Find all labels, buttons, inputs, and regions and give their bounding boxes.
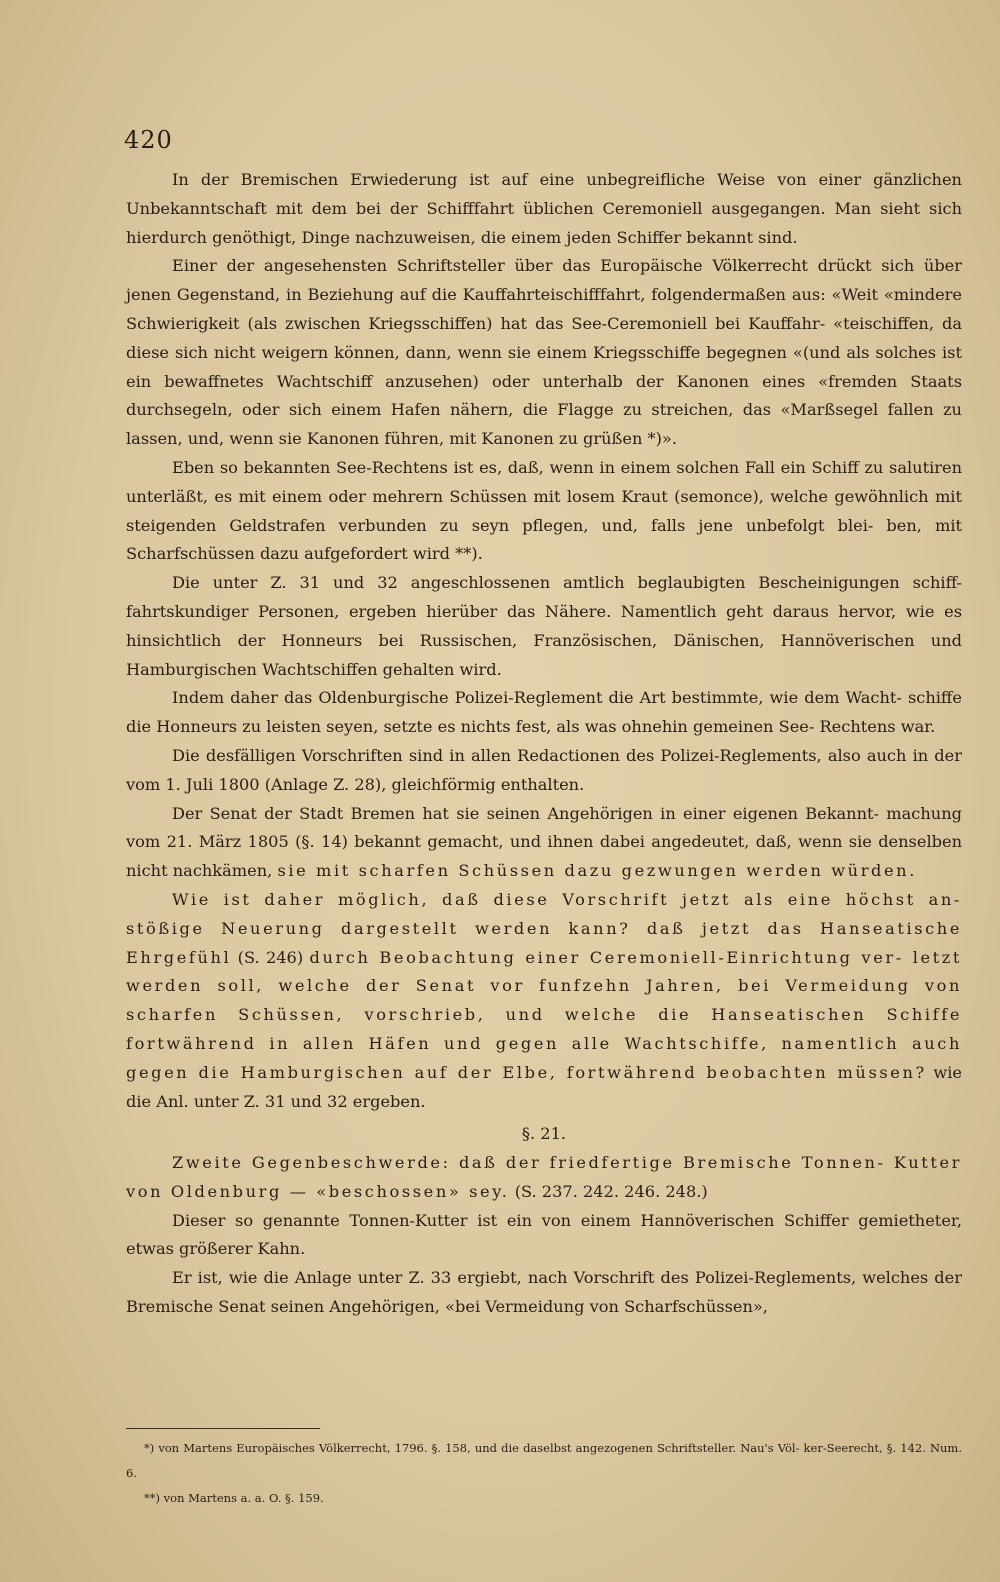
paragraph-1: In der Bremischen Erwiederung ist auf eine unbegreifliche Weise von einer gänzlichen Unbekanntschaft mit dem bei der Schifffahrt üblichen Ceremoniell ausgegangen. Man sieht sich hierdurch genöthigt, Dinge nachzuweisen, die einem jeden Schiffer bekannt sind. xyxy=(126,170,962,247)
section-number: §. 21. xyxy=(521,1124,567,1144)
senat-lead: Der Senat der Stadt Bremen hat sie seinen Angehörigen in einer eigenen Bekannt- machung vom 21. März 1805 (§. 14) bekannt gemacht, und ihnen dabei angedeutet, daß, wenn sie denselben nicht nachkämen, xyxy=(126,803,962,881)
wie-emphasis-2: durch Beobachtung einer Ceremoniell-Einrichtung ver- letzt werden soll, welche der Senat vor funfzehn Jahren, bei Vermeidung von scharfen Schüssen, vorschrieb, und welche die Hanseatischen Schiffe fortwährend in allen Häfen und gegen alle Wachtschiffe, namentlich auch gegen die Hamburgischen auf der Elbe, fortwährend beobachten müssen? xyxy=(126,947,962,1082)
wie-reference: (S. 246) xyxy=(237,947,304,967)
footnotes xyxy=(126,1436,962,1511)
body-text xyxy=(126,166,962,1322)
paragraph-wie xyxy=(126,886,962,1116)
section-paragraph-2: Er ist, wie die Anlage unter Z. 33 ergiebt, nach Vorschrift des Polizei-Reglements, welches der Bremische Senat seinen Angehörigen, «bei Vermeidung von Scharfschüssen», xyxy=(126,1268,962,1317)
footnote-1: *) von Martens Europäisches Völkerrecht, 1796. §. 158, und die daselbst angezogenen Schriftsteller. Nau's Völ- ker-Seerecht, §. 142. Num. 6. xyxy=(126,1441,962,1480)
section-heading xyxy=(126,1149,962,1207)
footnote-divider xyxy=(126,1428,320,1429)
senat-emphasis: sie mit scharfen Schüssen dazu gezwungen werden würden. xyxy=(277,861,917,881)
paragraph-2: Einer der angesehensten Schriftsteller über das Europäische Völkerrecht drückt sich über jenen Gegenstand, in Beziehung auf die Kauffahrteischifffahrt, folgendermaßen aus: «Weit «mindere Schwierigkeit (als zwischen Kriegsschiffen) hat das See-Ceremoniell bei Kauffahr- «teischiffen, da diese sich nicht weigern können, dann, wenn sie einem Kriegsschiffe begegnen «(und als solches ist ein bewaffnetes Wachtschiff anzusehen) oder unterhalb der Kanonen eines «fremden Staats durchsegeln, oder sich einem Hafen nähern, die Flagge zu streichen, das «Marßsegel fallen zu lassen, und, wenn sie Kanonen führen, mit Kanonen zu grüßen *)». xyxy=(126,256,962,449)
paragraph-3: Eben so bekannten See-Rechtens ist es, daß, wenn in einem solchen Fall ein Schiff zu salutiren unterläßt, es mit einem oder mehrern Schüssen mit losem Kraut (semonce), welche gewöhnlich mit steigenden Geldstrafen verbunden zu seyn pflegen, und, falls jene unbefolgt blei- ben, mit Scharfschüssen dazu aufgefordert wird **). xyxy=(126,457,962,564)
paragraph-5: Indem daher das Oldenburgische Polizei-Reglement die Art bestimmte, wie dem Wacht- schiffe die Honneurs zu leisten seyen, setzte es nichts fest, als was ohnehin gemeinen See- Rechtens war. xyxy=(126,688,962,737)
wie-tail: wie die Anl. unter Z. 31 und 32 ergeben. xyxy=(126,1062,962,1111)
section-heading-text: Zweite Gegenbeschwerde: daß der friedfertige Bremische Tonnen- Kutter von Oldenburg — «beschossen» sey. xyxy=(126,1153,962,1201)
paragraph-6: Die desfälligen Vorschriften sind in allen Redactionen des Polizei-Reglements, also auch in der vom 1. Juli 1800 (Anlage Z. 28), gleichförmig enthalten. xyxy=(126,745,962,794)
page-number: 420 xyxy=(124,126,173,154)
footnote-2: **) von Martens a. a. O. §. 159. xyxy=(144,1491,324,1505)
section-paragraph-1: Dieser so genannte Tonnen-Kutter ist ein von einem Hannöverischen Schiffer gemietheter, etwas größerer Kahn. xyxy=(126,1210,962,1259)
section-heading-refs: (S. 237. 242. 246. 248.) xyxy=(514,1181,708,1201)
paragraph-senat xyxy=(126,800,962,886)
wie-emphasis-1: Wie ist daher möglich, daß diese Vorschrift jetzt als eine höchst an- stößige Neuerung dargestellt werden kann? daß jetzt das Hanseatische Ehrgefühl xyxy=(126,889,962,967)
paragraph-4: Die unter Z. 31 und 32 angeschlossenen amtlich beglaubigten Bescheinigungen schiff- fahrtskundiger Personen, ergeben hierüber das Nähere. Namentlich geht daraus hervor, wie es hinsichtlich der Honneurs bei Russischen, Französischen, Dänischen, Hannöverischen und Hamburgischen Wachtschiffen gehalten wird. xyxy=(126,573,962,679)
